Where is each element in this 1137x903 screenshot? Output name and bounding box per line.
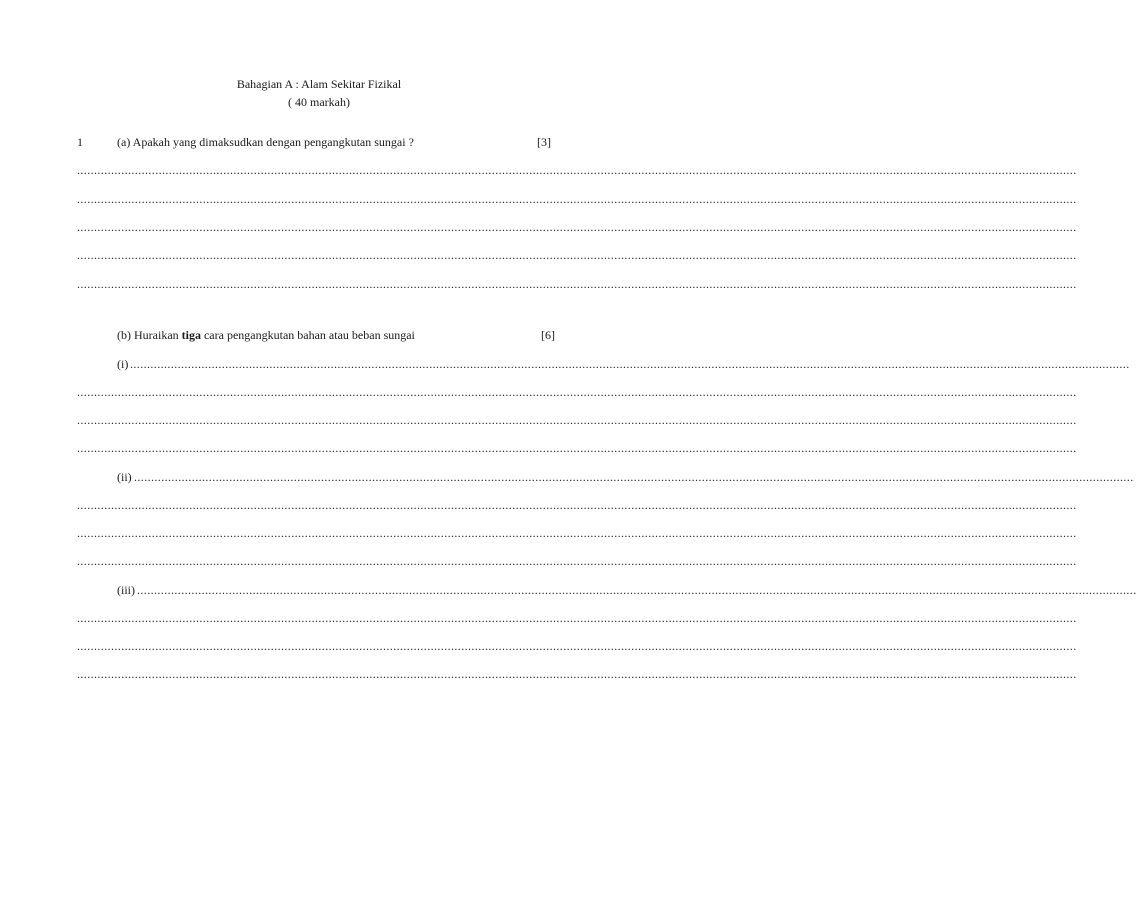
answer-line: ...................................................................................................................................................................................................................................................................................................... [77, 413, 1077, 427]
answer-line: ...................................................................................................................................................................................................................................................................................................... [77, 385, 1077, 399]
answer-line: ...................................................................................................................................................................................................................................................................................................... [77, 220, 1077, 234]
question-b-text-before: (b) Huraikan [117, 328, 182, 342]
answer-line: ...................................................................................................................................................................................................................................................................................................... [77, 611, 1077, 625]
question-a-text: (a) Apakah yang dimaksudkan dengan pengangkutan sungai ? [117, 135, 414, 149]
question-b-text-bold: tiga [181, 328, 201, 342]
answer-line: ...................................................................................................................................................................................................................................................................................................... [77, 163, 1077, 177]
answer-line: ...................................................................................................................................................................................................................................................................................................... [77, 526, 1077, 540]
answer-line: ...................................................................................................................................................................................................................................................................................................... [77, 277, 1077, 291]
answer-line: ...................................................................................................................................................................................................................................................................................................... [77, 498, 1077, 512]
answer-line: ...................................................................................................................................................................................................................................................................................................... [77, 639, 1077, 653]
question-b-text [117, 328, 415, 343]
answer-line: ...................................................................................................................................................................................................................................................................................................... [130, 357, 1130, 371]
answer-line: ...................................................................................................................................................................................................................................................................................................... [77, 248, 1077, 262]
section-title: Bahagian A : Alam Sekitar Fizikal [236, 77, 402, 91]
answer-line: ...................................................................................................................................................................................................................................................................................................... [77, 192, 1077, 206]
question-b-text-after: cara pengangkutan bahan atau beban sungai [200, 328, 415, 342]
answer-line: ...................................................................................................................................................................................................................................................................................................... [137, 583, 1137, 597]
sub-label-iii: (iii) [117, 583, 135, 597]
question-b-marks: [6] [541, 328, 555, 342]
answer-line: ...................................................................................................................................................................................................................................................................................................... [77, 441, 1077, 455]
sub-label-ii: (ii) [117, 470, 132, 484]
question-a-marks: [3] [537, 135, 551, 149]
answer-line: ...................................................................................................................................................................................................................................................................................................... [77, 667, 1077, 681]
sub-label-i: (i) [117, 357, 129, 371]
question-number: 1 [77, 135, 83, 149]
answer-line: ...................................................................................................................................................................................................................................................................................................... [134, 470, 1134, 484]
section-marks: ( 40 markah) [288, 95, 350, 109]
answer-line: ...................................................................................................................................................................................................................................................................................................... [77, 554, 1077, 568]
